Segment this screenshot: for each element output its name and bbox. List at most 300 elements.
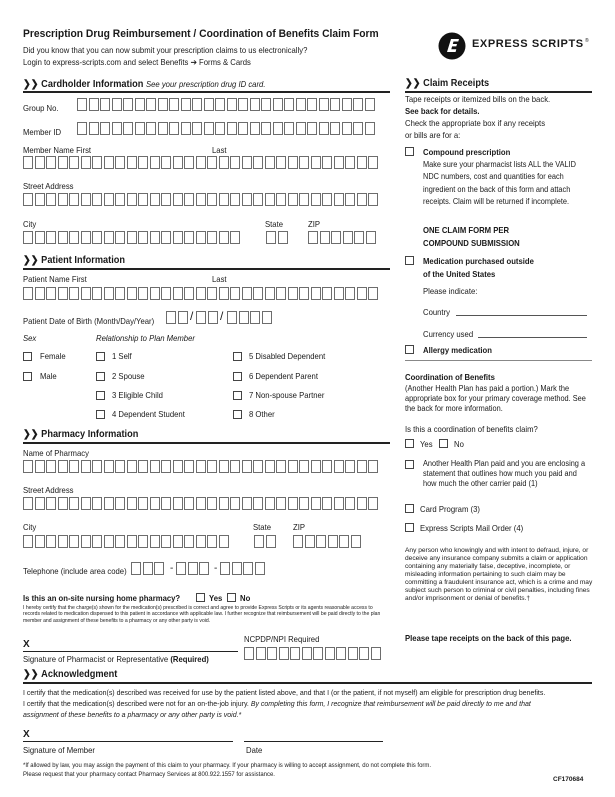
nursing-yes-checkbox[interactable] xyxy=(196,593,205,602)
pharmacist-signature-line[interactable] xyxy=(23,651,238,652)
char-cell[interactable] xyxy=(161,193,171,206)
char-cell[interactable] xyxy=(230,193,240,206)
char-cell[interactable] xyxy=(92,497,102,510)
char-cell[interactable] xyxy=(188,562,198,575)
char-cell[interactable] xyxy=(81,287,91,300)
char-cell[interactable] xyxy=(322,156,332,169)
char-cell[interactable] xyxy=(92,231,102,244)
rel-student-checkbox[interactable] xyxy=(96,410,105,419)
char-cell[interactable] xyxy=(242,156,252,169)
char-cell[interactable] xyxy=(325,647,335,660)
char-cell[interactable] xyxy=(227,311,237,324)
char-cell[interactable] xyxy=(331,231,341,244)
char-cell[interactable] xyxy=(184,535,194,548)
rel-child-checkbox[interactable] xyxy=(96,391,105,400)
char-cell[interactable] xyxy=(230,231,240,244)
char-cell[interactable] xyxy=(345,460,355,473)
char-cell[interactable] xyxy=(357,193,367,206)
char-cell[interactable] xyxy=(104,231,114,244)
char-cell[interactable] xyxy=(343,231,353,244)
rel-self-checkbox[interactable] xyxy=(96,352,105,361)
char-cell[interactable] xyxy=(207,231,217,244)
char-cell[interactable] xyxy=(184,497,194,510)
char-cell[interactable] xyxy=(138,287,148,300)
char-cell[interactable] xyxy=(150,497,160,510)
char-cell[interactable] xyxy=(215,98,225,111)
cob-no-checkbox[interactable] xyxy=(439,439,448,448)
char-cell[interactable] xyxy=(161,497,171,510)
country-line[interactable] xyxy=(456,315,587,316)
char-cell[interactable] xyxy=(23,460,33,473)
char-cell[interactable] xyxy=(253,497,263,510)
char-cell[interactable] xyxy=(307,122,317,135)
char-cell[interactable] xyxy=(69,156,79,169)
char-cell[interactable] xyxy=(69,460,79,473)
char-cell[interactable] xyxy=(243,562,253,575)
char-cell[interactable] xyxy=(89,98,99,111)
char-cell[interactable] xyxy=(208,311,218,324)
phone-prefix-field[interactable] xyxy=(176,562,209,575)
char-cell[interactable] xyxy=(146,122,156,135)
char-cell[interactable] xyxy=(104,156,114,169)
char-cell[interactable] xyxy=(150,535,160,548)
phone-line-field[interactable] xyxy=(220,562,265,575)
char-cell[interactable] xyxy=(357,497,367,510)
char-cell[interactable] xyxy=(92,193,102,206)
char-cell[interactable] xyxy=(127,193,137,206)
char-cell[interactable] xyxy=(166,311,176,324)
char-cell[interactable] xyxy=(299,156,309,169)
char-cell[interactable] xyxy=(173,231,183,244)
char-cell[interactable] xyxy=(173,287,183,300)
char-cell[interactable] xyxy=(253,287,263,300)
char-cell[interactable] xyxy=(173,156,183,169)
char-cell[interactable] xyxy=(196,535,206,548)
char-cell[interactable] xyxy=(196,497,206,510)
char-cell[interactable] xyxy=(127,231,137,244)
char-cell[interactable] xyxy=(299,460,309,473)
char-cell[interactable] xyxy=(161,535,171,548)
char-cell[interactable] xyxy=(328,535,338,548)
char-cell[interactable] xyxy=(46,535,56,548)
compound-checkbox[interactable] xyxy=(405,147,414,156)
char-cell[interactable] xyxy=(232,562,242,575)
char-cell[interactable] xyxy=(230,287,240,300)
female-checkbox[interactable] xyxy=(23,352,32,361)
rel-parent-checkbox[interactable] xyxy=(233,372,242,381)
char-cell[interactable] xyxy=(351,535,361,548)
char-cell[interactable] xyxy=(342,98,352,111)
char-cell[interactable] xyxy=(334,156,344,169)
cardholder-street-field[interactable] xyxy=(23,193,378,206)
char-cell[interactable] xyxy=(330,98,340,111)
char-cell[interactable] xyxy=(296,98,306,111)
char-cell[interactable] xyxy=(207,193,217,206)
cardholder-state-field[interactable] xyxy=(266,231,288,244)
char-cell[interactable] xyxy=(161,460,171,473)
char-cell[interactable] xyxy=(255,562,265,575)
char-cell[interactable] xyxy=(353,98,363,111)
char-cell[interactable] xyxy=(81,460,91,473)
char-cell[interactable] xyxy=(127,535,137,548)
patient-name-field[interactable] xyxy=(23,287,378,300)
char-cell[interactable] xyxy=(115,156,125,169)
char-cell[interactable] xyxy=(135,122,145,135)
char-cell[interactable] xyxy=(348,647,358,660)
member-signature-line[interactable] xyxy=(23,741,233,742)
char-cell[interactable] xyxy=(115,287,125,300)
char-cell[interactable] xyxy=(181,122,191,135)
char-cell[interactable] xyxy=(23,497,33,510)
char-cell[interactable] xyxy=(207,287,217,300)
char-cell[interactable] xyxy=(69,535,79,548)
char-cell[interactable] xyxy=(250,122,260,135)
char-cell[interactable] xyxy=(196,460,206,473)
char-cell[interactable] xyxy=(196,231,206,244)
char-cell[interactable] xyxy=(173,460,183,473)
rel-partner-checkbox[interactable] xyxy=(233,391,242,400)
rel-other-checkbox[interactable] xyxy=(233,410,242,419)
member-id-field[interactable] xyxy=(77,122,375,135)
char-cell[interactable] xyxy=(290,647,300,660)
char-cell[interactable] xyxy=(354,231,364,244)
char-cell[interactable] xyxy=(273,98,283,111)
char-cell[interactable] xyxy=(278,231,288,244)
char-cell[interactable] xyxy=(161,156,171,169)
char-cell[interactable] xyxy=(299,193,309,206)
char-cell[interactable] xyxy=(227,122,237,135)
char-cell[interactable] xyxy=(104,287,114,300)
char-cell[interactable] xyxy=(230,497,240,510)
char-cell[interactable] xyxy=(319,98,329,111)
ncpdp-field[interactable] xyxy=(244,647,381,660)
char-cell[interactable] xyxy=(253,156,263,169)
char-cell[interactable] xyxy=(46,497,56,510)
char-cell[interactable] xyxy=(184,156,194,169)
char-cell[interactable] xyxy=(230,460,240,473)
char-cell[interactable] xyxy=(334,497,344,510)
char-cell[interactable] xyxy=(316,535,326,548)
char-cell[interactable] xyxy=(92,287,102,300)
char-cell[interactable] xyxy=(276,156,286,169)
char-cell[interactable] xyxy=(242,497,252,510)
char-cell[interactable] xyxy=(311,193,321,206)
char-cell[interactable] xyxy=(23,193,33,206)
char-cell[interactable] xyxy=(150,156,160,169)
char-cell[interactable] xyxy=(265,497,275,510)
char-cell[interactable] xyxy=(104,193,114,206)
char-cell[interactable] xyxy=(359,647,369,660)
outside-us-checkbox[interactable] xyxy=(405,256,414,265)
char-cell[interactable] xyxy=(192,98,202,111)
char-cell[interactable] xyxy=(322,460,332,473)
char-cell[interactable] xyxy=(196,287,206,300)
char-cell[interactable] xyxy=(368,460,378,473)
char-cell[interactable] xyxy=(357,287,367,300)
char-cell[interactable] xyxy=(46,287,56,300)
char-cell[interactable] xyxy=(242,193,252,206)
char-cell[interactable] xyxy=(219,460,229,473)
char-cell[interactable] xyxy=(196,311,206,324)
char-cell[interactable] xyxy=(336,647,346,660)
pharmacy-name-field[interactable] xyxy=(23,460,378,473)
char-cell[interactable] xyxy=(368,156,378,169)
char-cell[interactable] xyxy=(178,311,188,324)
char-cell[interactable] xyxy=(313,647,323,660)
char-cell[interactable] xyxy=(35,497,45,510)
male-checkbox[interactable] xyxy=(23,372,32,381)
char-cell[interactable] xyxy=(115,497,125,510)
char-cell[interactable] xyxy=(173,535,183,548)
char-cell[interactable] xyxy=(138,156,148,169)
char-cell[interactable] xyxy=(143,562,153,575)
char-cell[interactable] xyxy=(299,287,309,300)
char-cell[interactable] xyxy=(35,156,45,169)
char-cell[interactable] xyxy=(307,98,317,111)
char-cell[interactable] xyxy=(319,122,329,135)
char-cell[interactable] xyxy=(219,287,229,300)
char-cell[interactable] xyxy=(184,287,194,300)
char-cell[interactable] xyxy=(244,647,254,660)
char-cell[interactable] xyxy=(267,647,277,660)
char-cell[interactable] xyxy=(320,231,330,244)
char-cell[interactable] xyxy=(46,156,56,169)
phone-area-field[interactable] xyxy=(131,562,164,575)
char-cell[interactable] xyxy=(345,193,355,206)
char-cell[interactable] xyxy=(288,497,298,510)
char-cell[interactable] xyxy=(276,497,286,510)
char-cell[interactable] xyxy=(127,460,137,473)
char-cell[interactable] xyxy=(138,535,148,548)
cob-yes-checkbox[interactable] xyxy=(405,439,414,448)
char-cell[interactable] xyxy=(46,231,56,244)
char-cell[interactable] xyxy=(219,231,229,244)
char-cell[interactable] xyxy=(150,193,160,206)
char-cell[interactable] xyxy=(138,460,148,473)
char-cell[interactable] xyxy=(46,460,56,473)
char-cell[interactable] xyxy=(161,287,171,300)
char-cell[interactable] xyxy=(230,156,240,169)
char-cell[interactable] xyxy=(81,156,91,169)
char-cell[interactable] xyxy=(365,122,375,135)
dob-month-field[interactable] xyxy=(166,311,188,324)
char-cell[interactable] xyxy=(69,497,79,510)
char-cell[interactable] xyxy=(250,98,260,111)
char-cell[interactable] xyxy=(368,287,378,300)
group-no-field[interactable] xyxy=(77,98,375,111)
char-cell[interactable] xyxy=(288,193,298,206)
date-line[interactable] xyxy=(244,741,383,742)
char-cell[interactable] xyxy=(92,460,102,473)
char-cell[interactable] xyxy=(158,98,168,111)
char-cell[interactable] xyxy=(279,647,289,660)
char-cell[interactable] xyxy=(334,460,344,473)
char-cell[interactable] xyxy=(112,122,122,135)
char-cell[interactable] xyxy=(176,562,186,575)
char-cell[interactable] xyxy=(104,497,114,510)
char-cell[interactable] xyxy=(311,287,321,300)
pharmacy-city-field[interactable] xyxy=(23,535,229,548)
char-cell[interactable] xyxy=(261,122,271,135)
char-cell[interactable] xyxy=(169,98,179,111)
char-cell[interactable] xyxy=(262,311,272,324)
char-cell[interactable] xyxy=(23,231,33,244)
char-cell[interactable] xyxy=(46,193,56,206)
char-cell[interactable] xyxy=(227,98,237,111)
char-cell[interactable] xyxy=(322,287,332,300)
char-cell[interactable] xyxy=(305,535,315,548)
currency-line[interactable] xyxy=(478,337,587,338)
dob-day-field[interactable] xyxy=(196,311,218,324)
char-cell[interactable] xyxy=(276,193,286,206)
char-cell[interactable] xyxy=(135,98,145,111)
char-cell[interactable] xyxy=(81,535,91,548)
char-cell[interactable] xyxy=(184,231,194,244)
char-cell[interactable] xyxy=(311,497,321,510)
char-cell[interactable] xyxy=(81,231,91,244)
char-cell[interactable] xyxy=(276,460,286,473)
char-cell[interactable] xyxy=(353,122,363,135)
char-cell[interactable] xyxy=(366,231,376,244)
char-cell[interactable] xyxy=(284,98,294,111)
another-plan-checkbox[interactable] xyxy=(405,460,414,469)
cardholder-city-field[interactable] xyxy=(23,231,240,244)
char-cell[interactable] xyxy=(308,231,318,244)
char-cell[interactable] xyxy=(92,535,102,548)
char-cell[interactable] xyxy=(35,193,45,206)
char-cell[interactable] xyxy=(256,647,266,660)
char-cell[interactable] xyxy=(368,497,378,510)
char-cell[interactable] xyxy=(265,460,275,473)
char-cell[interactable] xyxy=(77,122,87,135)
char-cell[interactable] xyxy=(69,193,79,206)
nursing-no-checkbox[interactable] xyxy=(227,593,236,602)
char-cell[interactable] xyxy=(150,231,160,244)
char-cell[interactable] xyxy=(35,535,45,548)
char-cell[interactable] xyxy=(288,460,298,473)
char-cell[interactable] xyxy=(322,193,332,206)
char-cell[interactable] xyxy=(238,98,248,111)
char-cell[interactable] xyxy=(127,287,137,300)
char-cell[interactable] xyxy=(184,193,194,206)
char-cell[interactable] xyxy=(322,497,332,510)
char-cell[interactable] xyxy=(265,287,275,300)
char-cell[interactable] xyxy=(104,460,114,473)
char-cell[interactable] xyxy=(368,193,378,206)
char-cell[interactable] xyxy=(123,122,133,135)
char-cell[interactable] xyxy=(242,460,252,473)
char-cell[interactable] xyxy=(207,460,217,473)
char-cell[interactable] xyxy=(220,562,230,575)
char-cell[interactable] xyxy=(311,156,321,169)
char-cell[interactable] xyxy=(204,122,214,135)
char-cell[interactable] xyxy=(207,156,217,169)
char-cell[interactable] xyxy=(311,460,321,473)
char-cell[interactable] xyxy=(219,497,229,510)
char-cell[interactable] xyxy=(58,535,68,548)
char-cell[interactable] xyxy=(181,98,191,111)
char-cell[interactable] xyxy=(115,460,125,473)
char-cell[interactable] xyxy=(215,122,225,135)
char-cell[interactable] xyxy=(284,122,294,135)
char-cell[interactable] xyxy=(115,231,125,244)
char-cell[interactable] xyxy=(112,98,122,111)
char-cell[interactable] xyxy=(35,460,45,473)
char-cell[interactable] xyxy=(92,156,102,169)
char-cell[interactable] xyxy=(184,460,194,473)
char-cell[interactable] xyxy=(365,98,375,111)
char-cell[interactable] xyxy=(115,193,125,206)
char-cell[interactable] xyxy=(146,98,156,111)
char-cell[interactable] xyxy=(219,193,229,206)
char-cell[interactable] xyxy=(69,231,79,244)
char-cell[interactable] xyxy=(58,460,68,473)
char-cell[interactable] xyxy=(69,287,79,300)
char-cell[interactable] xyxy=(173,193,183,206)
char-cell[interactable] xyxy=(302,647,312,660)
char-cell[interactable] xyxy=(23,535,33,548)
char-cell[interactable] xyxy=(334,287,344,300)
char-cell[interactable] xyxy=(104,535,114,548)
char-cell[interactable] xyxy=(288,287,298,300)
char-cell[interactable] xyxy=(204,98,214,111)
char-cell[interactable] xyxy=(253,193,263,206)
char-cell[interactable] xyxy=(299,497,309,510)
char-cell[interactable] xyxy=(273,122,283,135)
pharmacy-zip-field[interactable] xyxy=(293,535,361,548)
char-cell[interactable] xyxy=(207,497,217,510)
char-cell[interactable] xyxy=(261,98,271,111)
char-cell[interactable] xyxy=(253,460,263,473)
char-cell[interactable] xyxy=(115,535,125,548)
rel-spouse-checkbox[interactable] xyxy=(96,372,105,381)
char-cell[interactable] xyxy=(196,156,206,169)
char-cell[interactable] xyxy=(123,98,133,111)
char-cell[interactable] xyxy=(138,497,148,510)
char-cell[interactable] xyxy=(58,231,68,244)
char-cell[interactable] xyxy=(169,122,179,135)
char-cell[interactable] xyxy=(196,193,206,206)
char-cell[interactable] xyxy=(58,287,68,300)
char-cell[interactable] xyxy=(81,497,91,510)
char-cell[interactable] xyxy=(265,193,275,206)
char-cell[interactable] xyxy=(293,535,303,548)
char-cell[interactable] xyxy=(342,122,352,135)
char-cell[interactable] xyxy=(345,156,355,169)
char-cell[interactable] xyxy=(100,122,110,135)
char-cell[interactable] xyxy=(288,156,298,169)
char-cell[interactable] xyxy=(276,287,286,300)
char-cell[interactable] xyxy=(265,156,275,169)
card-program-checkbox[interactable] xyxy=(405,504,414,513)
char-cell[interactable] xyxy=(219,156,229,169)
char-cell[interactable] xyxy=(192,122,202,135)
cardholder-zip-field[interactable] xyxy=(308,231,376,244)
char-cell[interactable] xyxy=(219,535,229,548)
char-cell[interactable] xyxy=(35,231,45,244)
mail-order-checkbox[interactable] xyxy=(405,523,414,532)
pharmacy-street-field[interactable] xyxy=(23,497,378,510)
char-cell[interactable] xyxy=(239,311,249,324)
pharmacy-state-field[interactable] xyxy=(254,535,276,548)
char-cell[interactable] xyxy=(150,460,160,473)
char-cell[interactable] xyxy=(173,497,183,510)
char-cell[interactable] xyxy=(138,231,148,244)
char-cell[interactable] xyxy=(138,193,148,206)
dob-year-field[interactable] xyxy=(227,311,272,324)
char-cell[interactable] xyxy=(127,156,137,169)
rel-disabled-checkbox[interactable] xyxy=(233,352,242,361)
